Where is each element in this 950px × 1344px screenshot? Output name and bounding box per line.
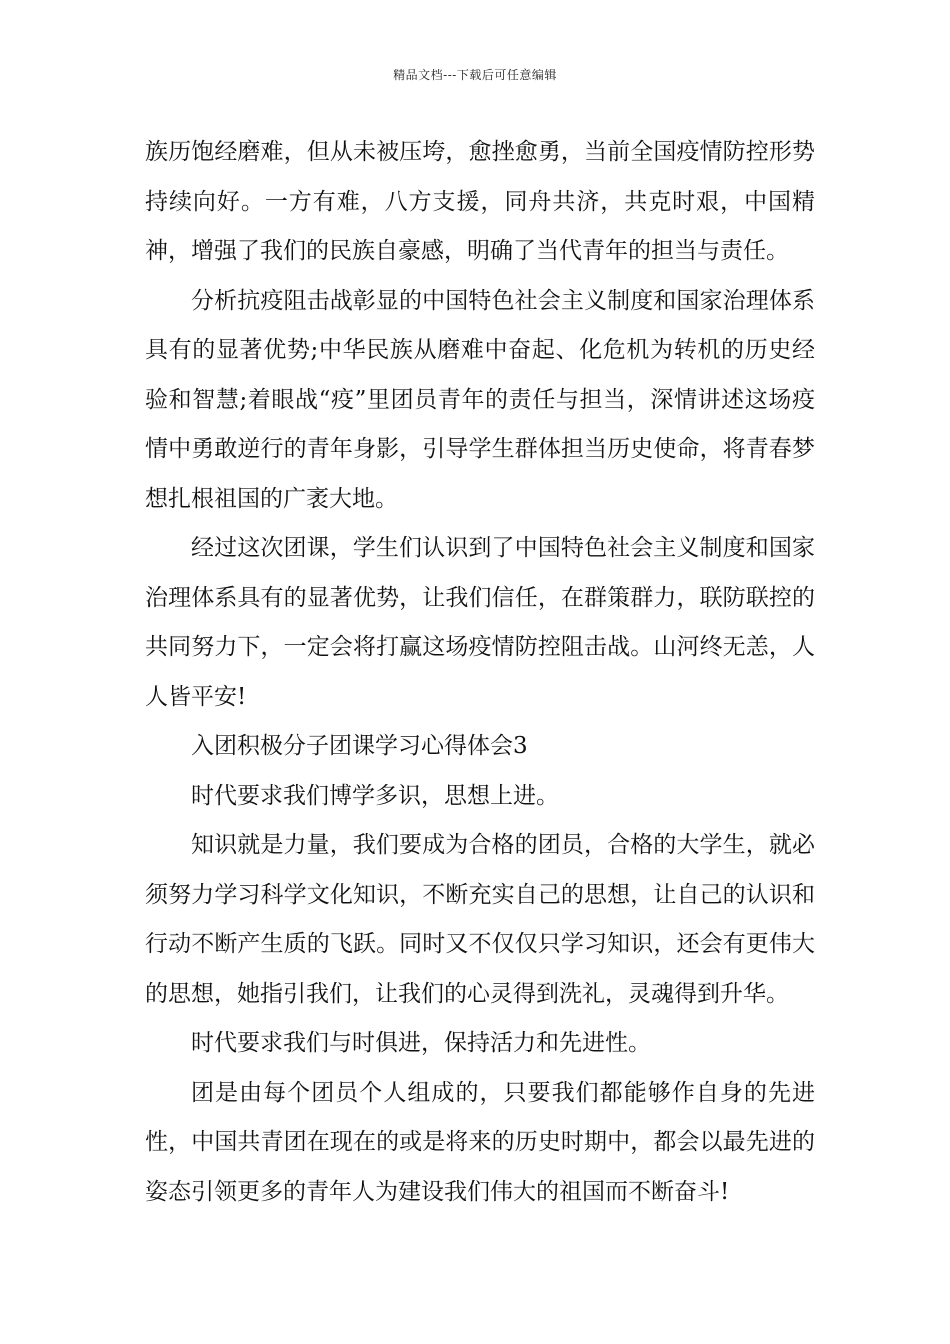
paragraph-3: 经过这次团课，学生们认识到了中国特色社会主义制度和国家治理体系具有的显著优势，让我们信任，在群策群力，联防联控的共同努力下，一定会将打赢这场疫情防控阻击战。山河终无恙，人人皆平安!	[145, 535, 815, 710]
paragraph-1: 族历饱经磨难，但从未被压垮，愈挫愈勇，当前全国疫情防控形势持续向好。一方有难，八方支援，同舟共济，共克时艰，中国精神，增强了我们的民族自豪感，明确了当代青年的担当与责任。	[145, 139, 815, 264]
paragraph-4: 时代要求我们博学多识，思想上进。	[191, 782, 559, 809]
paragraph-7: 团是由每个团员个人组成的，只要我们都能够作自身的先进性，中国共青团在现在的或是将来的历史时期中，都会以最先进的姿态引领更多的青年人为建设我们伟大的祖国而不断奋斗!	[145, 1079, 815, 1205]
paragraph-2: 分析抗疫阻击战彰显的中国特色社会主义制度和国家治理体系具有的显著优势;中华民族从磨难中奋起、化危机为转机的历史经验和智慧;着眼战“疫”里团员青年的责任与担当，深情讲述这场疫情中勇敢逆行的青年身影，引导学生群体担当历史使命，将青春梦想扎根祖国的广袤大地。	[145, 287, 815, 512]
section-title: 入团积极分子团课学习心得体会3	[191, 733, 528, 759]
document-body	[145, 128, 815, 1217]
page-header: 精品文档---下载后可任意编辑	[393, 68, 557, 82]
paragraph-5: 知识就是力量，我们要成为合格的团员，合格的大学生，就必须努力学习科学文化知识，不断充实自己的思想，让自己的认识和行动不断产生质的飞跃。同时又不仅仅只学习知识，还会有更伟大的思想，她指引我们，让我们的心灵得到洗礼，灵魂得到升华。	[145, 832, 815, 1007]
paragraph-6: 时代要求我们与时俱进，保持活力和先进性。	[191, 1030, 651, 1056]
